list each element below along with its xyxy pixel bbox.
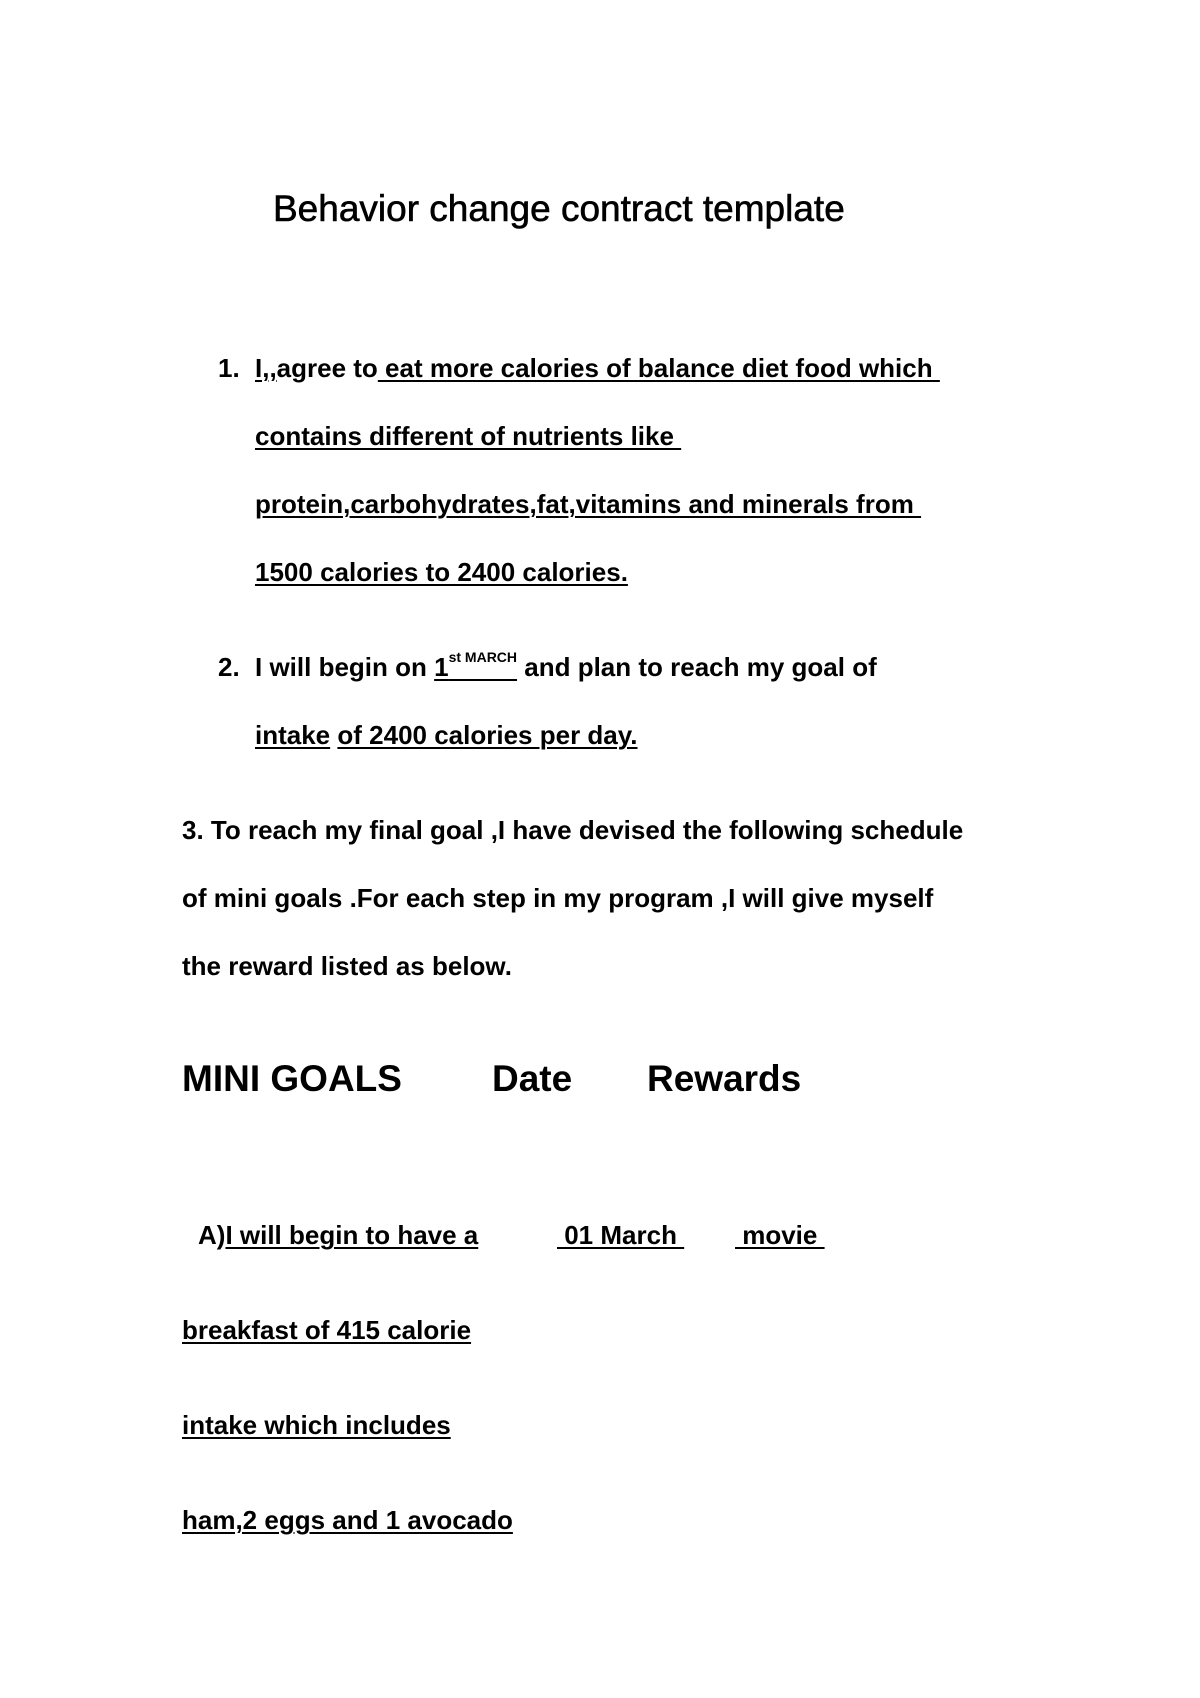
item-1-prefix: I,,	[255, 353, 277, 383]
item-1-number: 1.	[218, 353, 240, 383]
header-rewards: Rewards	[647, 1058, 802, 1099]
item-2-start-date	[434, 649, 518, 682]
goal-a-reward: movie	[735, 1220, 825, 1250]
item-2-plan: and plan to reach my goal of	[517, 652, 877, 682]
goal-a-description-line-3: intake which includes	[182, 1410, 451, 1440]
item-1-line-4: 1500 calories to 2400 calories.	[255, 557, 628, 587]
item-3-line-3: the reward listed as below.	[182, 951, 512, 981]
item-2-date-suffix: st MARCH	[448, 649, 518, 665]
header-mini-goals: MINI GOALS	[182, 1058, 402, 1099]
item-2-number: 2.	[218, 652, 240, 682]
item-3-line-2: of mini goals .For each step in my program ,I will give myself	[182, 883, 934, 913]
item-3-line-1: 3. To reach my final goal ,I have devised the following schedule	[182, 815, 964, 845]
goal-a-line-1	[198, 1222, 478, 1248]
item-1-line-1-rest: eat more calories of balance diet food which	[377, 353, 940, 383]
item-1-agree: agree to	[276, 353, 378, 383]
item-2-line-1	[255, 649, 877, 682]
item-1-line-1	[255, 355, 940, 381]
goal-a-date: 01 March	[557, 1220, 685, 1250]
document-title: Behavior change contract template	[273, 188, 845, 229]
goal-a-prefix: A)	[198, 1220, 226, 1250]
item-2-line-2	[255, 722, 638, 748]
goal-a-description-line-1: I will begin to have a	[225, 1220, 479, 1250]
item-2-date-number: 1	[434, 652, 449, 682]
item-1-line-3: protein,carbohydrates,fat,vitamins and minerals from	[255, 489, 922, 519]
item-2-goal-amount: of 2400 calories per day.	[337, 720, 638, 750]
item-2-intake: intake	[255, 720, 331, 750]
goal-a-description-line-2: breakfast of 415 calorie	[182, 1315, 472, 1345]
header-date: Date	[492, 1058, 573, 1099]
item-2-begin: I will begin on	[255, 652, 435, 682]
item-1-line-2: contains different of nutrients like	[255, 421, 682, 451]
goal-a-description-line-4: ham,2 eggs and 1 avocado	[182, 1505, 513, 1535]
